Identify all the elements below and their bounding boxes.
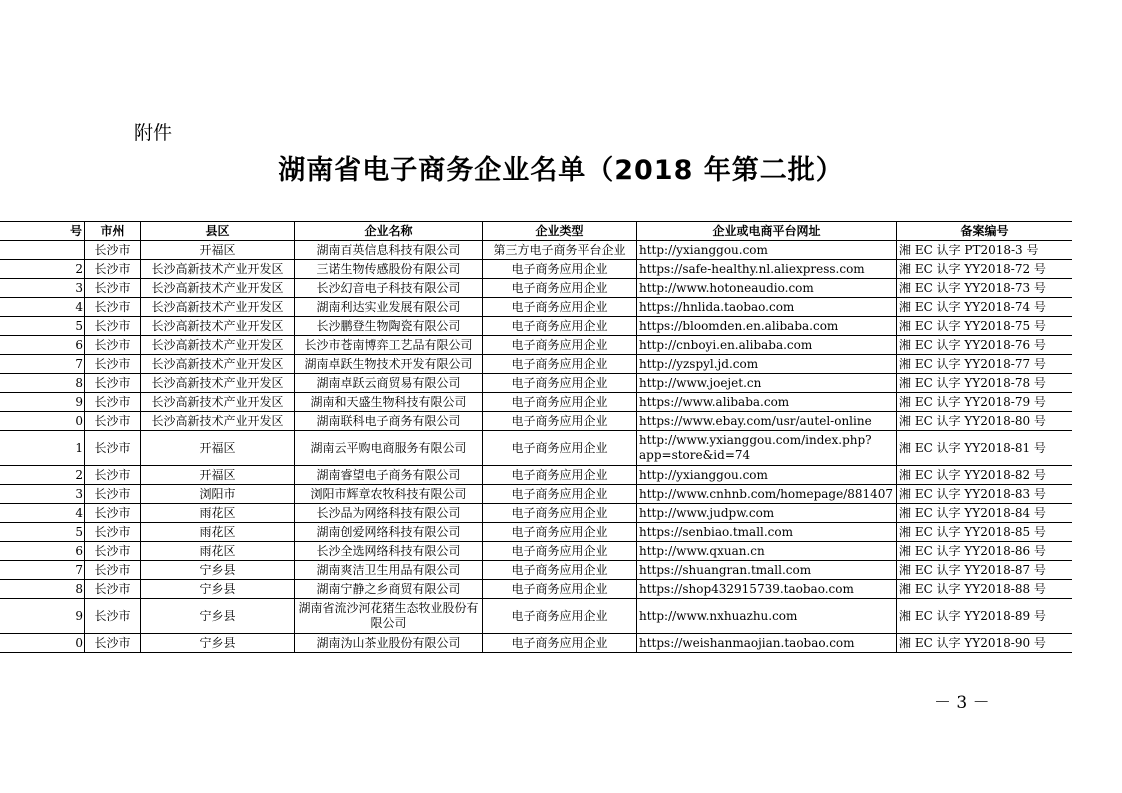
table-row (0, 412, 1072, 431)
cell-website: https://bloomden.en.alibaba.com (637, 317, 897, 336)
cell-city: 长沙市 (85, 279, 141, 298)
cell-number: 0 (0, 412, 85, 431)
cell-company-type: 电子商务应用企业 (483, 317, 637, 336)
cell-city: 长沙市 (85, 317, 141, 336)
cell-record-number: 湘 EC 认字 YY2018-89 号 (897, 599, 1073, 634)
cell-company-name: 湖南卓跃云商贸易有限公司 (295, 374, 483, 393)
cell-record-number: 湘 EC 认字 YY2018-73 号 (897, 279, 1073, 298)
enterprise-table (0, 221, 1072, 653)
cell-website: https://shop432915739.taobao.com (637, 580, 897, 599)
cell-county: 开福区 (141, 466, 295, 485)
attachment-label: 附件 (134, 122, 173, 144)
cell-city: 长沙市 (85, 504, 141, 523)
cell-number: 2 (0, 466, 85, 485)
cell-city: 长沙市 (85, 355, 141, 374)
table-row (0, 504, 1072, 523)
cell-company-name: 湖南沩山茶业股份有限公司 (295, 634, 483, 653)
cell-company-type: 电子商务应用企业 (483, 374, 637, 393)
cell-record-number: 湘 EC 认字 YY2018-84 号 (897, 504, 1073, 523)
table-row (0, 580, 1072, 599)
cell-number: 9 (0, 393, 85, 412)
cell-city: 长沙市 (85, 260, 141, 279)
cell-record-number: 湘 EC 认字 YY2018-80 号 (897, 412, 1073, 431)
cell-county: 长沙高新技术产业开发区 (141, 260, 295, 279)
cell-record-number: 湘 EC 认字 YY2018-86 号 (897, 542, 1073, 561)
cell-record-number: 湘 EC 认字 YY2018-83 号 (897, 485, 1073, 504)
cell-company-name: 长沙品为网络科技有限公司 (295, 504, 483, 523)
cell-city: 长沙市 (85, 599, 141, 634)
cell-number: 1 (0, 431, 85, 466)
cell-website: http://yzspyl.jd.com (637, 355, 897, 374)
cell-website: https://senbiao.tmall.com (637, 523, 897, 542)
cell-county: 长沙高新技术产业开发区 (141, 393, 295, 412)
table-row (0, 561, 1072, 580)
cell-number: 8 (0, 374, 85, 393)
cell-company-name: 长沙市苍南博弈工艺品有限公司 (295, 336, 483, 355)
cell-company-name: 湖南卓跃生物技术开发有限公司 (295, 355, 483, 374)
cell-company-type: 电子商务应用企业 (483, 580, 637, 599)
cell-city: 长沙市 (85, 431, 141, 466)
cell-county: 雨花区 (141, 523, 295, 542)
table-row (0, 523, 1072, 542)
cell-number: 9 (0, 599, 85, 634)
cell-website: https://safe-healthy.nl.aliexpress.com (637, 260, 897, 279)
cell-website: http://cnboyi.en.alibaba.com (637, 336, 897, 355)
column-header-company-name: 企业名称 (295, 222, 483, 241)
cell-company-name: 湖南宁静之乡商贸有限公司 (295, 580, 483, 599)
cell-company-name: 长沙全选网络科技有限公司 (295, 542, 483, 561)
cell-city: 长沙市 (85, 374, 141, 393)
cell-company-type: 电子商务应用企业 (483, 466, 637, 485)
table-body (0, 241, 1072, 653)
cell-record-number: 湘 EC 认字 YY2018-77 号 (897, 355, 1073, 374)
cell-company-name: 浏阳市辉章农牧科技有限公司 (295, 485, 483, 504)
cell-company-type: 第三方电子商务平台企业 (483, 241, 637, 260)
table-row (0, 298, 1072, 317)
table-row (0, 336, 1072, 355)
cell-company-name: 湖南联科电子商务有限公司 (295, 412, 483, 431)
cell-website: https://www.ebay.com/usr/autel-online (637, 412, 897, 431)
document-title: 湖南省电子商务企业名单（2018 年第二批） (278, 155, 844, 186)
cell-number: 4 (0, 298, 85, 317)
table-row (0, 279, 1072, 298)
table-row (0, 542, 1072, 561)
cell-record-number: 湘 EC 认字 YY2018-75 号 (897, 317, 1073, 336)
cell-website: https://shuangran.tmall.com (637, 561, 897, 580)
table-row (0, 393, 1072, 412)
cell-county: 宁乡县 (141, 634, 295, 653)
cell-county: 长沙高新技术产业开发区 (141, 279, 295, 298)
cell-company-type: 电子商务应用企业 (483, 634, 637, 653)
cell-number: 4 (0, 504, 85, 523)
cell-number: 5 (0, 317, 85, 336)
cell-record-number: 湘 EC 认字 YY2018-81 号 (897, 431, 1073, 466)
cell-record-number: 湘 EC 认字 YY2018-78 号 (897, 374, 1073, 393)
cell-number: 6 (0, 336, 85, 355)
cell-city: 长沙市 (85, 634, 141, 653)
cell-county: 雨花区 (141, 504, 295, 523)
cell-company-type: 电子商务应用企业 (483, 523, 637, 542)
cell-company-type: 电子商务应用企业 (483, 336, 637, 355)
cell-company-type: 电子商务应用企业 (483, 393, 637, 412)
cell-number: 2 (0, 260, 85, 279)
cell-record-number: 湘 EC 认字 YY2018-87 号 (897, 561, 1073, 580)
cell-county: 长沙高新技术产业开发区 (141, 355, 295, 374)
table-row (0, 485, 1072, 504)
cell-record-number: 湘 EC 认字 YY2018-76 号 (897, 336, 1073, 355)
cell-county: 雨花区 (141, 542, 295, 561)
table-row (0, 355, 1072, 374)
cell-company-type: 电子商务应用企业 (483, 485, 637, 504)
table-row (0, 431, 1072, 466)
cell-county: 长沙高新技术产业开发区 (141, 374, 295, 393)
cell-city: 长沙市 (85, 485, 141, 504)
cell-county: 开福区 (141, 241, 295, 260)
cell-city: 长沙市 (85, 393, 141, 412)
cell-company-type: 电子商务应用企业 (483, 599, 637, 634)
column-header-number: 号 (0, 222, 85, 241)
table-row (0, 241, 1072, 260)
cell-record-number: 湘 EC 认字 YY2018-85 号 (897, 523, 1073, 542)
cell-record-number: 湘 EC 认字 YY2018-90 号 (897, 634, 1073, 653)
cell-county: 宁乡县 (141, 599, 295, 634)
column-header-record-number: 备案编号 (897, 222, 1073, 241)
cell-county: 开福区 (141, 431, 295, 466)
cell-website: http://yxianggou.com (637, 466, 897, 485)
column-header-website: 企业或电商平台网址 (637, 222, 897, 241)
cell-number: 3 (0, 279, 85, 298)
cell-city: 长沙市 (85, 542, 141, 561)
cell-website: http://www.nxhuazhu.com (637, 599, 897, 634)
cell-company-type: 电子商务应用企业 (483, 355, 637, 374)
cell-company-name: 湖南睿望电子商务有限公司 (295, 466, 483, 485)
cell-website: http://yxianggou.com (637, 241, 897, 260)
cell-number: 5 (0, 523, 85, 542)
cell-company-name: 三诺生物传感股份有限公司 (295, 260, 483, 279)
cell-county: 长沙高新技术产业开发区 (141, 412, 295, 431)
table-header-row (0, 222, 1072, 241)
column-header-company-type: 企业类型 (483, 222, 637, 241)
cell-company-type: 电子商务应用企业 (483, 279, 637, 298)
cell-city: 长沙市 (85, 466, 141, 485)
cell-city: 长沙市 (85, 412, 141, 431)
cell-company-type: 电子商务应用企业 (483, 431, 637, 466)
cell-website: https://weishanmaojian.taobao.com (637, 634, 897, 653)
cell-city: 长沙市 (85, 336, 141, 355)
cell-website: https://www.alibaba.com (637, 393, 897, 412)
cell-city: 长沙市 (85, 523, 141, 542)
table-row (0, 317, 1072, 336)
cell-county: 浏阳市 (141, 485, 295, 504)
cell-company-name: 湖南利达实业发展有限公司 (295, 298, 483, 317)
cell-company-name: 长沙鹏登生物陶瓷有限公司 (295, 317, 483, 336)
table-row (0, 634, 1072, 653)
cell-county: 长沙高新技术产业开发区 (141, 298, 295, 317)
cell-city: 长沙市 (85, 561, 141, 580)
table-row (0, 374, 1072, 393)
cell-website: http://www.judpw.com (637, 504, 897, 523)
table-row (0, 466, 1072, 485)
cell-number: 7 (0, 355, 85, 374)
cell-company-name: 湖南省流沙河花猪生态牧业股份有限公司 (295, 599, 483, 634)
column-header-city: 市州 (85, 222, 141, 241)
cell-record-number: 湘 EC 认字 YY2018-88 号 (897, 580, 1073, 599)
cell-company-type: 电子商务应用企业 (483, 504, 637, 523)
cell-number: 0 (0, 634, 85, 653)
cell-company-type: 电子商务应用企业 (483, 260, 637, 279)
cell-number: 7 (0, 561, 85, 580)
cell-website: http://www.hotoneaudio.com (637, 279, 897, 298)
cell-company-name: 湖南百英信息科技有限公司 (295, 241, 483, 260)
cell-website: http://www.qxuan.cn (637, 542, 897, 561)
cell-company-name: 湖南和天盛生物科技有限公司 (295, 393, 483, 412)
cell-number: 6 (0, 542, 85, 561)
cell-number: 3 (0, 485, 85, 504)
table-row (0, 260, 1072, 279)
cell-city: 长沙市 (85, 241, 141, 260)
cell-company-name: 湖南创爱网络科技有限公司 (295, 523, 483, 542)
cell-number: 8 (0, 580, 85, 599)
cell-county: 长沙高新技术产业开发区 (141, 317, 295, 336)
cell-city: 长沙市 (85, 298, 141, 317)
cell-company-type: 电子商务应用企业 (483, 298, 637, 317)
cell-company-name: 长沙幻音电子科技有限公司 (295, 279, 483, 298)
cell-number (0, 241, 85, 260)
cell-county: 宁乡县 (141, 561, 295, 580)
cell-county: 宁乡县 (141, 580, 295, 599)
cell-record-number: 湘 EC 认字 PT2018-3 号 (897, 241, 1073, 260)
cell-website: http://www.yxianggou.com/index.php?app=store&id=74 (637, 431, 897, 466)
column-header-county: 县区 (141, 222, 295, 241)
cell-company-type: 电子商务应用企业 (483, 412, 637, 431)
cell-record-number: 湘 EC 认字 YY2018-72 号 (897, 260, 1073, 279)
cell-company-type: 电子商务应用企业 (483, 542, 637, 561)
cell-county: 长沙高新技术产业开发区 (141, 336, 295, 355)
table-row (0, 599, 1072, 634)
cell-company-name: 湖南云平购电商服务有限公司 (295, 431, 483, 466)
page-number: － 3 － (934, 693, 990, 713)
cell-record-number: 湘 EC 认字 YY2018-82 号 (897, 466, 1073, 485)
cell-company-name: 湖南爽洁卫生用品有限公司 (295, 561, 483, 580)
cell-company-type: 电子商务应用企业 (483, 561, 637, 580)
cell-record-number: 湘 EC 认字 YY2018-74 号 (897, 298, 1073, 317)
cell-website: http://www.joejet.cn (637, 374, 897, 393)
cell-website: http://www.cnhnb.com/homepage/881407 (637, 485, 897, 504)
cell-city: 长沙市 (85, 580, 141, 599)
cell-record-number: 湘 EC 认字 YY2018-79 号 (897, 393, 1073, 412)
enterprise-table-container (0, 221, 1072, 653)
cell-website: https://hnlida.taobao.com (637, 298, 897, 317)
